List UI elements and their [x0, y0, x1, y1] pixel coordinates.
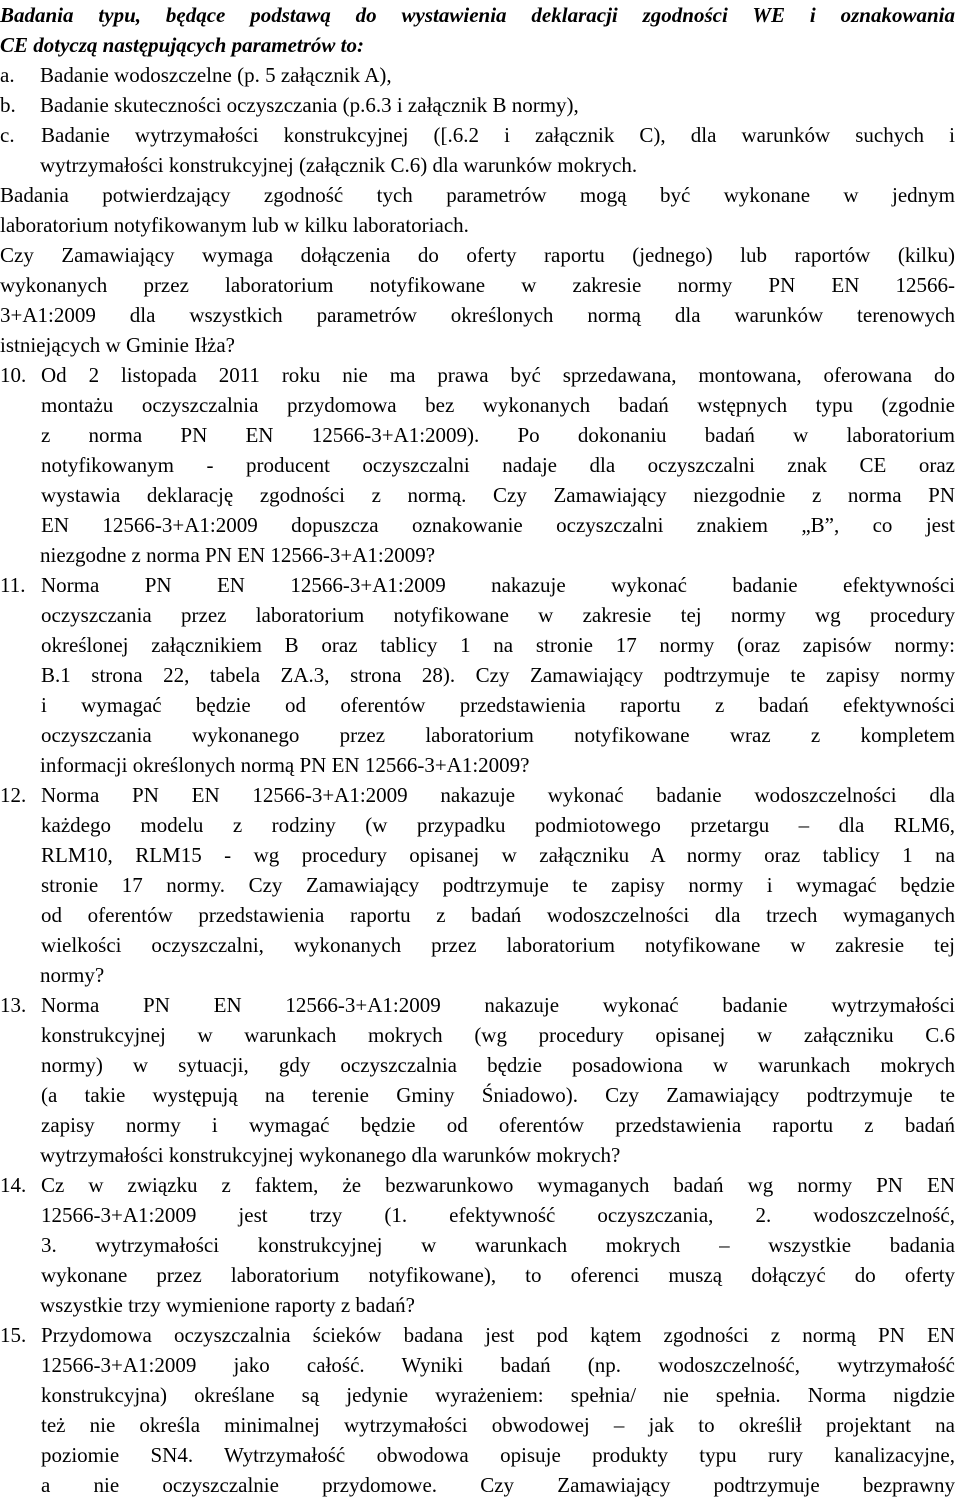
sub-item-c-text-1: Badanie wytrzymałości konstrukcyjnej ([.6.2 i załącznik C), dla warunków suchych i [41, 123, 955, 147]
item-10-line-3: z norma PN EN 12566-3+A1:2009). Po dokonaniu badań w laboratorium [41, 423, 955, 447]
item-15-line-1: Przydomowa oczyszczalnia ścieków badana jest pod kątem zgodności z normą PN EN [41, 1323, 955, 1347]
sub-item-a-text: Badanie wodoszczelne (p. 5 załącznik A), [40, 63, 392, 87]
item-11-number: 11. [0, 573, 26, 597]
item-13-number: 13. [0, 993, 27, 1017]
item-15-line-4: też nie określa minimalnej wytrzymałości obwodowej – jak to określił projektant na [41, 1413, 955, 1437]
item-12-line-3: RLM10, RLM15 - wg procedury opisanej w załączniku A normy oraz tablicy 1 na [41, 843, 955, 867]
item-15-line-5: poziomie SN4. Wytrzymałość obwodowa opisuje produkty typu rury kanalizacyjne, [41, 1443, 955, 1467]
item-15-line-3: konstrukcyjna) określane są jedynie wyrażeniem: spełnia/ nie spełnia. Norma nigdzie [41, 1383, 955, 1407]
heading-line-1: Badania typu, będące podstawą do wystawienia deklaracji zgodności WE i oznakowania [0, 3, 955, 27]
item-14-line-2: 12566-3+A1:2009 jest trzy (1. efektywność oczyszczania, 2. wodoszczelność, [41, 1203, 955, 1227]
item-11-line-6: oczyszczania wykonanego przez laboratorium notyfikowane wraz z kompletem [41, 723, 955, 747]
item-10-line-2: montażu oczyszczalnia przydomowa bez wykonanych badań wstępnych typu (zgodnie [41, 393, 955, 417]
item-10-line-1: Od 2 listopada 2011 roku nie ma prawa być sprzedawana, montowana, oferowana do [41, 363, 955, 387]
item-14-number: 14. [0, 1173, 27, 1197]
item-12-line-4: stronie 17 normy. Czy Zamawiający podtrzymuje te zapisy normy i wymagać będzie [41, 873, 955, 897]
item-11-line-5: i wymagać będzie od oferentów przedstawienia raportu z badań efektywności [41, 693, 955, 717]
item-10-line-4: notyfikowanym - producent oczyszczalni nadaje dla oczyszczalni znak CE oraz [41, 453, 955, 477]
item-13-line-5: zapisy normy i wymagać będzie od oferentów przedstawienia raportu z badań [41, 1113, 955, 1137]
item-14-line-3: 3. wytrzymałości konstrukcyjnej w warunkach mokrych – wszystkie badania [41, 1233, 955, 1257]
item-10-line-7: niezgodne z norma PN EN 12566-3+A1:2009? [40, 543, 436, 567]
item-12-line-2: każdego modelu z rodziny (w przypadku podmiotowego przetargu – dla RLM6, [41, 813, 955, 837]
item-15-number: 15. [0, 1323, 27, 1347]
item-12-line-1: Norma PN EN 12566-3+A1:2009 nakazuje wykonać badanie wodoszczelności dla [41, 783, 955, 807]
paragraph-1-line-1: Badania potwierdzający zgodność tych parametrów mogą być wykonane w jednym [0, 183, 955, 207]
item-11-line-4: B.1 strona 22, tabela ZA.3, strona 28). Czy Zamawiający podtrzymuje te zapisy normy [41, 663, 955, 687]
item-13-line-6: wytrzymałości konstrukcyjnej wykonanego dla warunków mokrych? [40, 1143, 621, 1167]
sub-item-marker-b: b. [0, 93, 16, 117]
item-11-line-1: Norma PN EN 12566-3+A1:2009 nakazuje wykonać badanie efektywności [41, 573, 955, 597]
sub-item-marker-a: a. [0, 63, 15, 87]
item-11-line-2: oczyszczania przez laboratorium notyfikowane w zakresie tej normy wg procedury [41, 603, 955, 627]
item-12-line-5: od oferentów przedstawienia raportu z badań wodoszczelności dla trzech wymaganych [41, 903, 955, 927]
item-12-line-6: wielkości oczyszczalni, wykonanych przez laboratorium notyfikowane w zakresie tej [41, 933, 955, 957]
item-11-line-7: informacji określonych normą PN EN 12566-3+A1:2009? [40, 753, 530, 777]
item-14-line-1: Cz w związku z faktem, że bezwarunkowo wymaganych badań wg normy PN EN [41, 1173, 955, 1197]
heading-line-2: CE dotyczą następujących parametrów to: [0, 33, 364, 57]
paragraph-2-line-4: istniejących w Gminie Iłża? [0, 333, 235, 357]
item-13-line-3: normy) w sytuacji, gdy oczyszczalnia będzie posadowiona w warunkach mokrych [41, 1053, 955, 1077]
paragraph-1-line-2: laboratorium notyfikowanym lub w kilku laboratoriach. [0, 213, 469, 237]
paragraph-2-line-1: Czy Zamawiający wymaga dołączenia do oferty raportu (jednego) lub raportów (kilku) [0, 243, 955, 267]
paragraph-2-line-3: 3+A1:2009 dla wszystkich parametrów określonych normą dla warunków terenowych [0, 303, 955, 327]
item-13-line-1: Norma PN EN 12566-3+A1:2009 nakazuje wykonać badanie wytrzymałości [41, 993, 955, 1017]
item-15-line-2: 12566-3+A1:2009 jako całość. Wyniki badań (np. wodoszczelność, wytrzymałość [41, 1353, 955, 1377]
item-10-number: 10. [0, 363, 27, 387]
item-11-line-3: określonej załącznikiem B oraz tablicy 1 na stronie 17 normy (oraz zapisów normy: [41, 633, 955, 657]
item-15-line-6: a nie oczyszczalnie przydomowe. Czy Zamawiający podtrzymuje bezprawny [41, 1473, 955, 1497]
item-10-line-5: wystawia deklarację zgodności z normą. Czy Zamawiający niezgodnie z norma PN [41, 483, 955, 507]
sub-item-c-text-2: wytrzymałości konstrukcyjnej (załącznik C.6) dla warunków mokrych. [40, 153, 638, 177]
item-12-line-7: normy? [40, 963, 105, 987]
item-13-line-2: konstrukcyjnej w warunkach mokrych (wg procedury opisanej w załączniku C.6 [41, 1023, 955, 1047]
paragraph-2-line-2: wykonanych przez laboratorium notyfikowane w zakresie normy PN EN 12566- [0, 273, 955, 297]
item-12-number: 12. [0, 783, 27, 807]
sub-item-marker-c: c. [0, 123, 15, 147]
item-13-line-4: (a takie występują na terenie Gminy Śniadowo). Czy Zamawiający podtrzymuje te [41, 1083, 955, 1107]
item-14-line-5: wszystkie trzy wymienione raporty z badań? [40, 1293, 415, 1317]
item-14-line-4: wykonane przez laboratorium notyfikowane), to oferenci muszą dołączyć do oferty [41, 1263, 955, 1287]
item-10-line-6: EN 12566-3+A1:2009 dopuszcza oznakowanie oczyszczalni znakiem „B”, co jest [41, 513, 955, 537]
sub-item-b-text: Badanie skuteczności oczyszczania (p.6.3 i załącznik B normy), [40, 93, 579, 117]
